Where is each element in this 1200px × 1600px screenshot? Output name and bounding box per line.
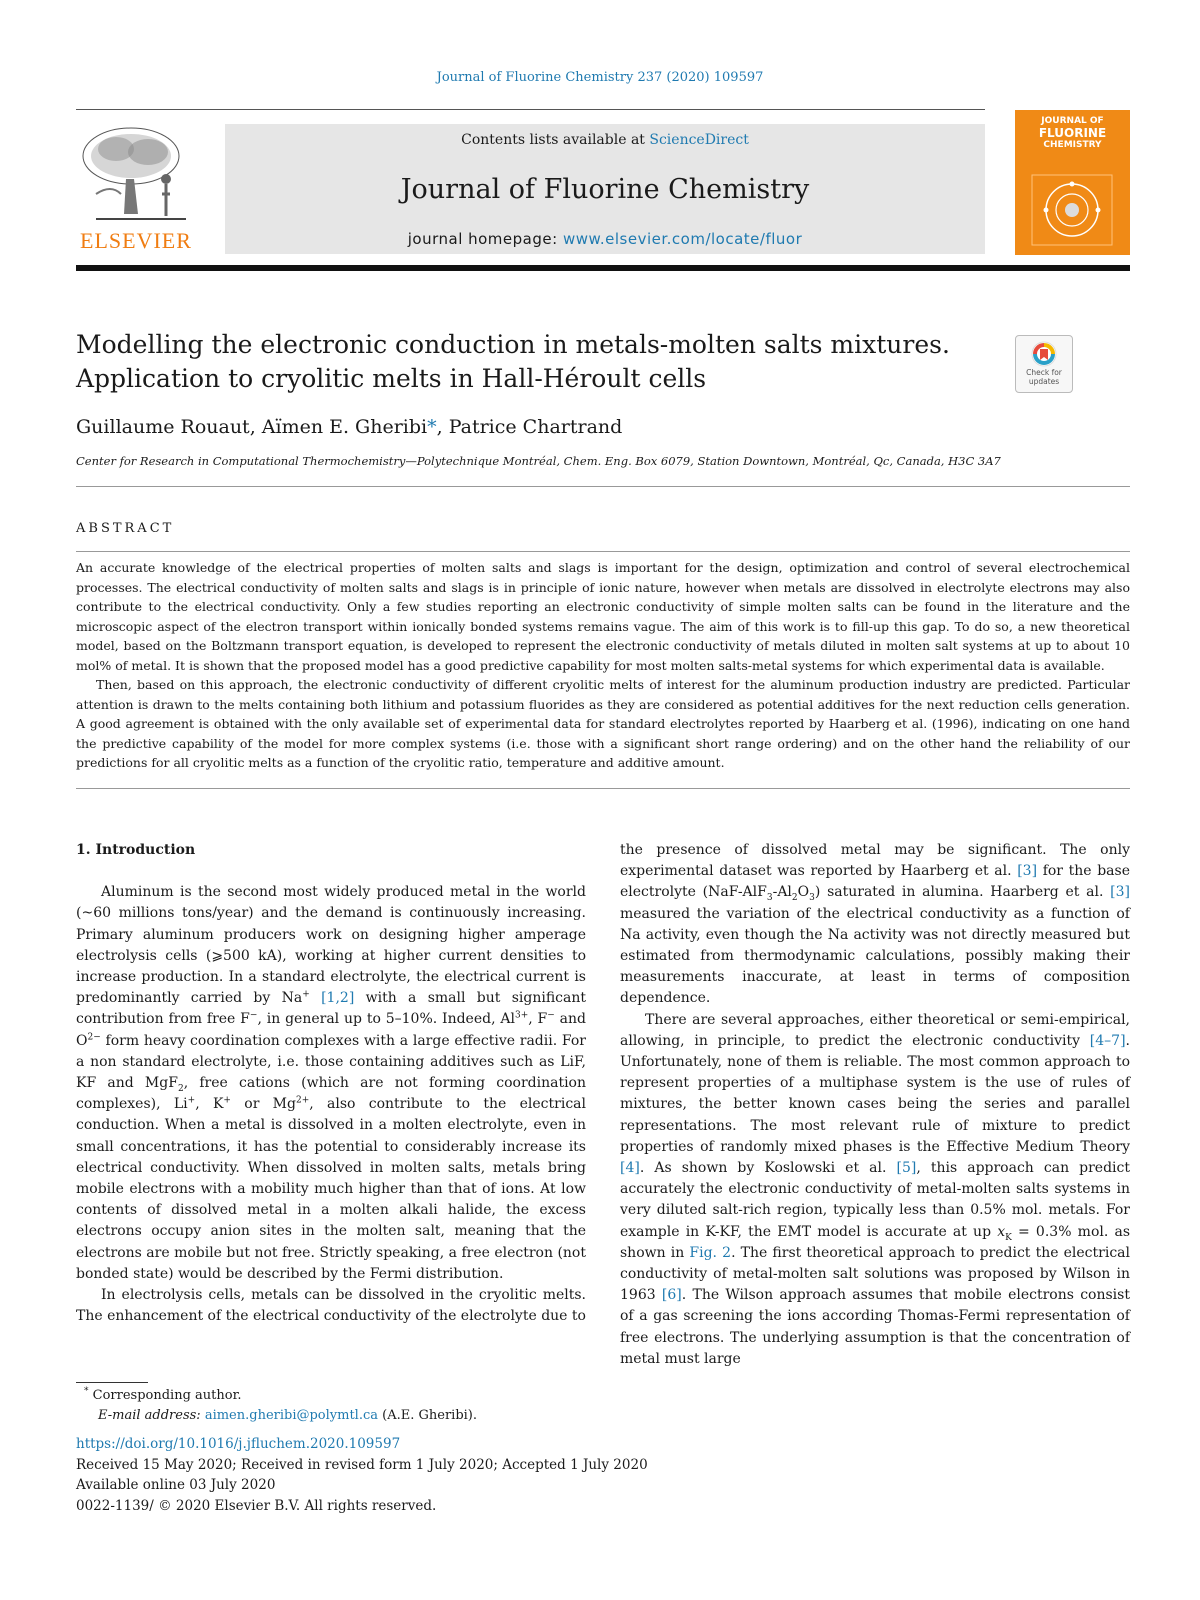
abstract-paragraph-1: An accurate knowledge of the electrical properties of molten salts and slags is important for the design, optimization and control of several electrochemical processes. The electrical conductivity of molten salts and slags is in principle of ionic nature, however when metals are dissolved in electrolyte electrons may also contribute to the electrical conductivity. Only a few studies reporting an electronic conductivity of simple molten salts can be found in the literature and the microscopic aspect of the electron transport within ionically bonded systems remains vague. The aim of this work is to fill-up this gap. To do so, a new theoretical model, based on the Boltzmann transport equation, is developed to represent the electronic conductivity of metals diluted in molten salt systems at up to about 10 mol% of metal. It is shown that the proposed model has a good predictive capability for most molten salts-metal systems for which experimental data is available. (76, 560, 1130, 673)
contents-prefix: Contents lists available at (461, 132, 650, 148)
cover-title-line-3: CHEMISTRY (1043, 140, 1102, 150)
authors-part-1: Guillaume Rouaut, Aïmen E. Gheribi (76, 416, 428, 438)
cover-title-line-2: FLUORINE (1038, 126, 1107, 140)
header-rule (76, 109, 985, 110)
header-thick-rule (76, 265, 1130, 271)
journal-header-box (225, 124, 985, 254)
footnote-rule (76, 1382, 148, 1383)
tree-icon (76, 124, 196, 224)
sciencedirect-link[interactable]: ScienceDirect (649, 132, 749, 148)
citation-link[interactable]: [4] (620, 1160, 640, 1177)
article-title-line-2: Application to cryolitic melts in Hall-Héroult cells (76, 364, 707, 393)
journal-title: Journal of Fluorine Chemistry (400, 174, 810, 205)
bookmark-icon (1031, 341, 1057, 367)
citation-link[interactable]: [6] (661, 1287, 682, 1304)
abstract-rule-bottom (76, 788, 1130, 789)
citation-link[interactable]: [1,2] (321, 990, 355, 1007)
cover-title-line-1: JOURNAL OF (1041, 116, 1104, 126)
email-link[interactable]: aimen.gheribi@polymtl.ca (204, 1407, 379, 1423)
footnotes (84, 1386, 477, 1425)
cover-title (1015, 116, 1130, 151)
abstract-rule-top (76, 486, 1130, 487)
intro-paragraph-1: Aluminum is the second most widely produced metal in the world (~60 millions tons/year) and the demand is continuously increasing. Primary aluminum producers work on designing higher amperage electrolysis cells (⩾500 kA), working at higher current densities to increase production. In a standard electrolyte, the electrical current is predominantly carried by Na+ [1,2] with a small but significant contribution from free F−, in general up to 5–10%. Indeed, $Al^{3+}$, F− and $O^{2-}$ form heavy coordination complexes with a large effective radii. For a non standard electrolyte, i.e. those containing additives such as LiF, KF and MgF$_2$, free cations (which are not forming coordination complexes), Li+, K+ or $Mg^{2+}$, also contribute to the electrical conduction. When a metal is dissolved in a molten electrolyte, even in small concentrations, it has the potential to considerably increase its electrical conductivity. When dissolved in molten salts, metals bring mobile electrons with a mobility much higher than that of ions. At low contents of dissolved metal in a molten alkali halide, the excess electrons occupy anion sites in the molten salt, meaning that the electrons are mobile but not free. Strictly speaking, a free electron (not bonded state) would be described by the Fermi distribution. (76, 884, 587, 1282)
citation-link[interactable]: [4–7] (1089, 1032, 1126, 1049)
abstract-paragraph-2: Then, based on this approach, the electronic conductivity of different cryolitic melts of interest for the aluminum production industry are predicted. Particular attention is drawn to the melts containing both lithium and potassium fluorides as they are considered as potential additives for the next reduction cells generation. A good agreement is obtained with the only available set of experimental data for standard electrolytes reported by Haarberg et al. (1996), indicating on one hand the predictive capability of the model for more complex systems (i.e. those with a significant short range ordering) and on the other hand the reliability of our predictions for all cryolitic melts as a function of the cryolitic ratio, temperature and additive amount. (76, 677, 1130, 770)
check-updates-label: Check for updates (1026, 368, 1062, 386)
figure-link[interactable]: Fig. 2 (689, 1244, 732, 1261)
abstract-rule-mid (76, 551, 1130, 552)
section-heading: 1. Introduction (76, 842, 196, 858)
copyright: 0022-1139/ © 2020 Elsevier B.V. All rights reserved. (76, 1497, 437, 1514)
homepage-line (225, 230, 985, 248)
abstract-text (76, 558, 1130, 773)
article-metadata (76, 1434, 648, 1516)
corresponding-author-note: * Corresponding author. (84, 1386, 242, 1403)
body-column-right (620, 840, 1130, 1370)
authors (76, 416, 622, 438)
journal-cover[interactable] (1015, 110, 1130, 255)
citation-link[interactable]: [3] (1017, 863, 1038, 880)
body-column-left (76, 840, 586, 1327)
citation-link[interactable]: [5] (896, 1160, 917, 1177)
citation-link[interactable]: [3] (1110, 884, 1130, 901)
affiliation: Center for Research in Computational Thermochemistry—Polytechnique Montréal, Chem. Eng. Box 6079, Station Downtown, Montréal, Qc, Canada, H3C 3A7 (76, 454, 1001, 468)
elsevier-wordmark: ELSEVIER (80, 228, 192, 253)
email-line: E-mail address: aimen.gheribi@polymtl.ca (A.E. Gheribi). (98, 1407, 478, 1423)
article-title-line-1: Modelling the electronic conduction in metals-molten salts mixtures. (76, 330, 950, 359)
article-title (76, 328, 976, 396)
corresponding-author-marker[interactable]: * (427, 416, 437, 438)
intro-paragraph-2: In electrolysis cells, metals can be dissolved in the cryolitic melts. The enhancement of the electrical conductivity of the electrolyte due to (76, 1287, 586, 1325)
homepage-prefix: journal homepage: (407, 230, 563, 248)
atom-icon (1027, 170, 1117, 250)
intro-paragraph-2-continued: the presence of dissolved metal may be significant. The only experimental dataset was reported by Haarberg et al. [3] for the base electrolyte $(NaF-AlF_3-Al_2O_3)$ saturated in alumina. Haarberg et al. [3] measured the variation of the electrical conductivity as a function of Na activity, even though the Na activity was not directly measured but estimated from thermodynamic calculations, possibly making their measurements inaccurate, at least in terms of composition dependence. (620, 842, 1131, 1007)
journal-reference-link[interactable]: Journal of Fluorine Chemistry 237 (2020) 109597 (436, 70, 764, 85)
abstract-heading: ABSTRACT (76, 521, 175, 536)
contents-line (225, 132, 985, 148)
check-for-updates-button[interactable] (1015, 335, 1073, 393)
intro-paragraph-3: There are several approaches, either theoretical or semi-empirical, allowing, in principle, to predict the electronic conductivity [4–7]. Unfortunately, none of them is reliable. The most common approach to represent properties of a multiphase system is the use of rules of mixtures, the better known cases being the series and parallel representations. The most relevant rule of mixture to predict properties of randomly mixed phases is the Effective Medium Theory [4]. As shown by Koslowski et al. [5], this approach can predict accurately the electronic conductivity of metal-molten salts systems in very diluted salt-rich region, typically less than 0.5% mol. metals. For example in K-KF, the EMT model is accurate at up $x_K = 0.3\%$ mol. as shown in Fig. 2. The first theoretical approach to predict the electrical conductivity of metal-molten salt solutions was proposed by Wilson in 1963 [6]. The Wilson approach assumes that mobile electrons consist of a gas screening the ions according Thomas-Fermi representation of free electrons. The underlying assumption is that the concentration of metal must large (620, 1011, 1131, 1367)
homepage-link[interactable]: www.elsevier.com/locate/fluor (562, 230, 803, 248)
available-online: Available online 03 July 2020 (76, 1477, 276, 1493)
doi-link[interactable]: https://doi.org/10.1016/j.jfluchem.2020.109597 (76, 1436, 401, 1452)
journal-reference[interactable] (0, 70, 1200, 85)
received-dates: Received 15 May 2020; Received in revised form 1 July 2020; Accepted 1 July 2020 (76, 1456, 648, 1473)
authors-part-2: , Patrice Chartrand (436, 416, 623, 438)
